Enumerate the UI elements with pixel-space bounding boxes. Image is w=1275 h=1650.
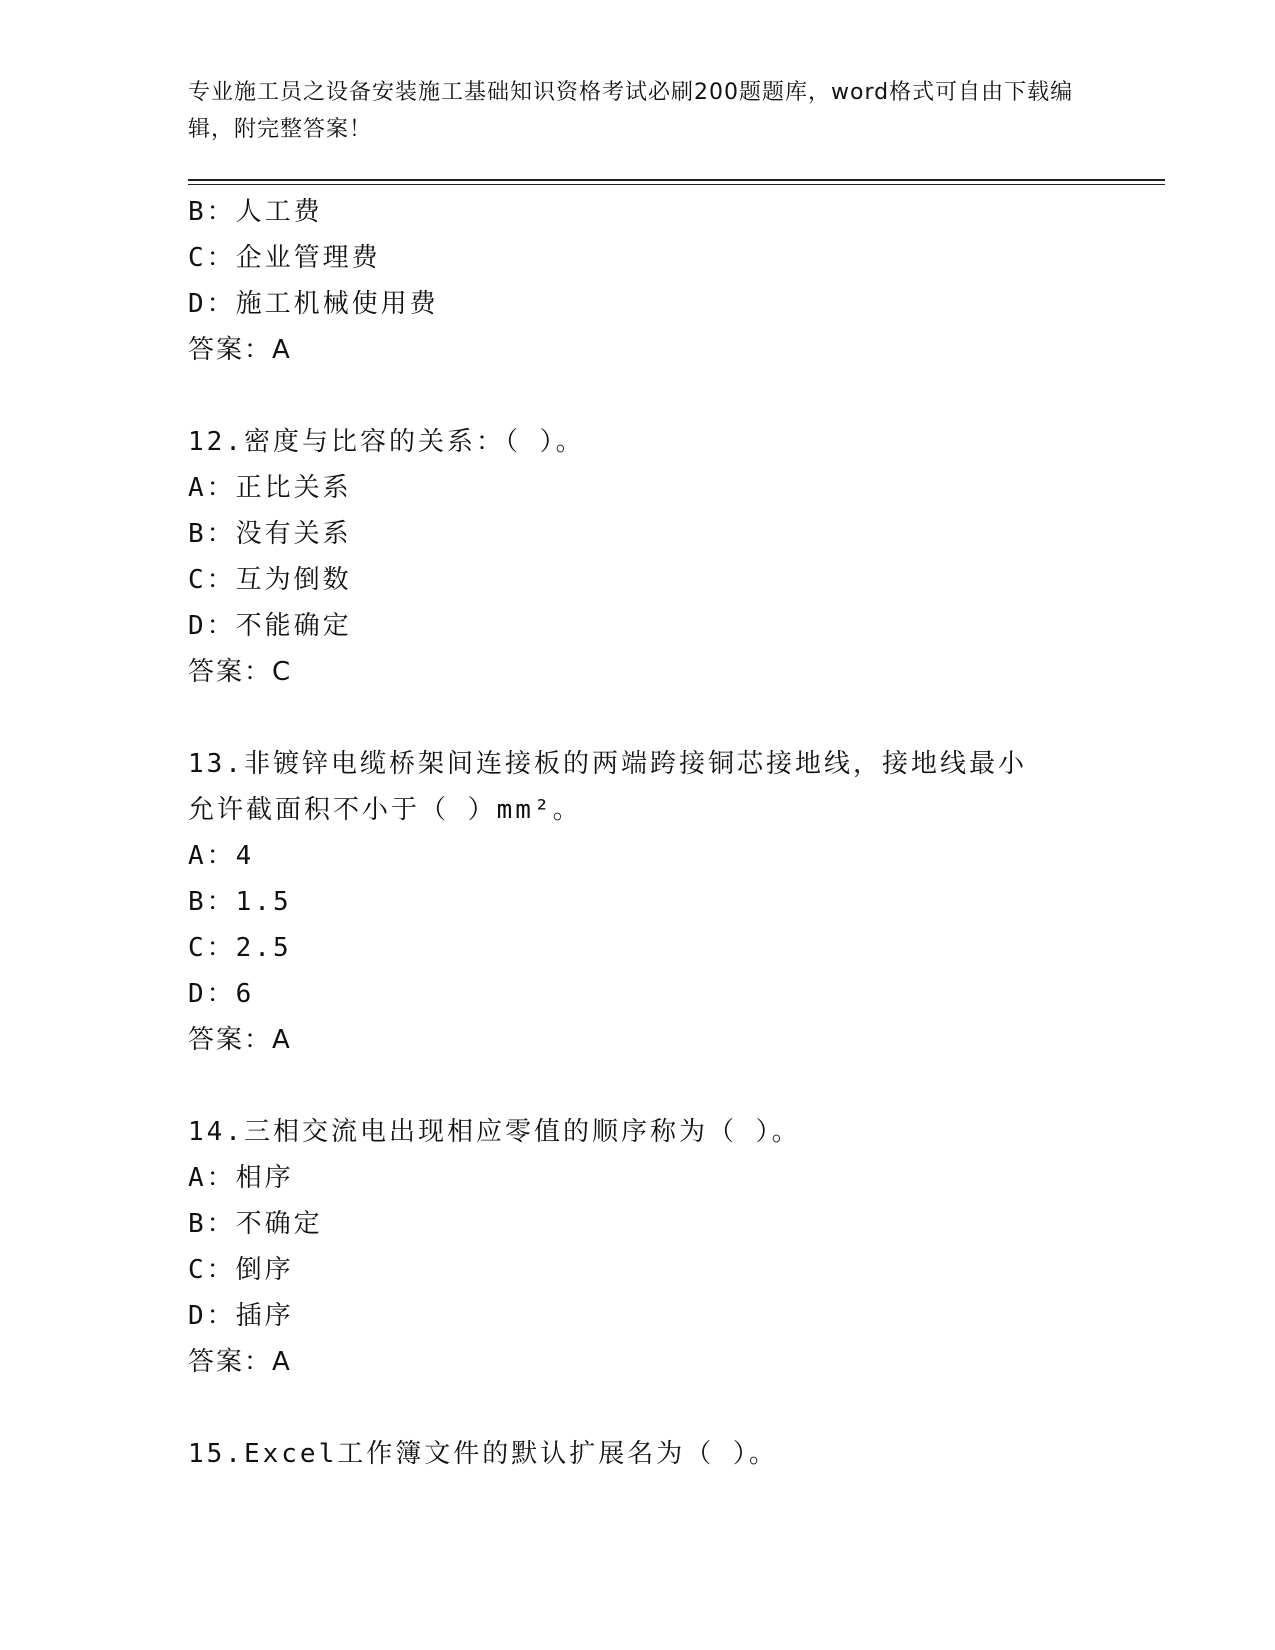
option-b: B：人工费: [188, 197, 323, 227]
header-divider-thin: [188, 184, 1165, 185]
question-15: [188, 1431, 1148, 1477]
option-c: C：倒序: [188, 1255, 294, 1285]
question-title: 14.三相交流电出现相应零值的顺序称为（ ）。: [188, 1117, 801, 1147]
option-a: A：正比关系: [188, 473, 352, 503]
question-12: [188, 419, 1148, 695]
option-c: C：互为倒数: [188, 565, 352, 595]
option-b: B：不确定: [188, 1209, 323, 1239]
document-header: 专业施工员之设备安装施工基础知识资格考试必刷200题题库，word格式可自由下载编辑，附完整答案！: [188, 80, 1074, 142]
header-divider-thick: [188, 179, 1165, 181]
answer: 答案：C: [188, 657, 293, 687]
option-d: D：插序: [188, 1301, 294, 1331]
option-b: B：1.5: [188, 887, 292, 917]
question-14: [188, 1109, 1148, 1385]
question-title: 13.非镀锌电缆桥架间连接板的两端跨接铜芯接地线，接地线最小允许截面积不小于（ ）mm²。: [188, 749, 1027, 825]
option-a: A：4: [188, 841, 255, 871]
option-c: C：企业管理费: [188, 243, 381, 273]
option-d: D：不能确定: [188, 611, 352, 641]
option-d: D：6: [188, 979, 255, 1009]
answer: 答案：A: [188, 1025, 292, 1055]
option-b: B：没有关系: [188, 519, 352, 549]
option-c: C：2.5: [188, 933, 292, 963]
question-11-continued: [188, 189, 1148, 373]
question-title: 12.密度与比容的关系：（ ）。: [188, 427, 585, 457]
option-a: A：相序: [188, 1163, 294, 1193]
option-d: D：施工机械使用费: [188, 289, 439, 319]
question-13: [188, 741, 1148, 1063]
question-list: [188, 189, 1148, 1477]
answer: 答案：A: [188, 335, 292, 365]
question-title: 15.Excel工作簿文件的默认扩展名为（ ）。: [188, 1439, 778, 1469]
answer: 答案：A: [188, 1347, 292, 1377]
